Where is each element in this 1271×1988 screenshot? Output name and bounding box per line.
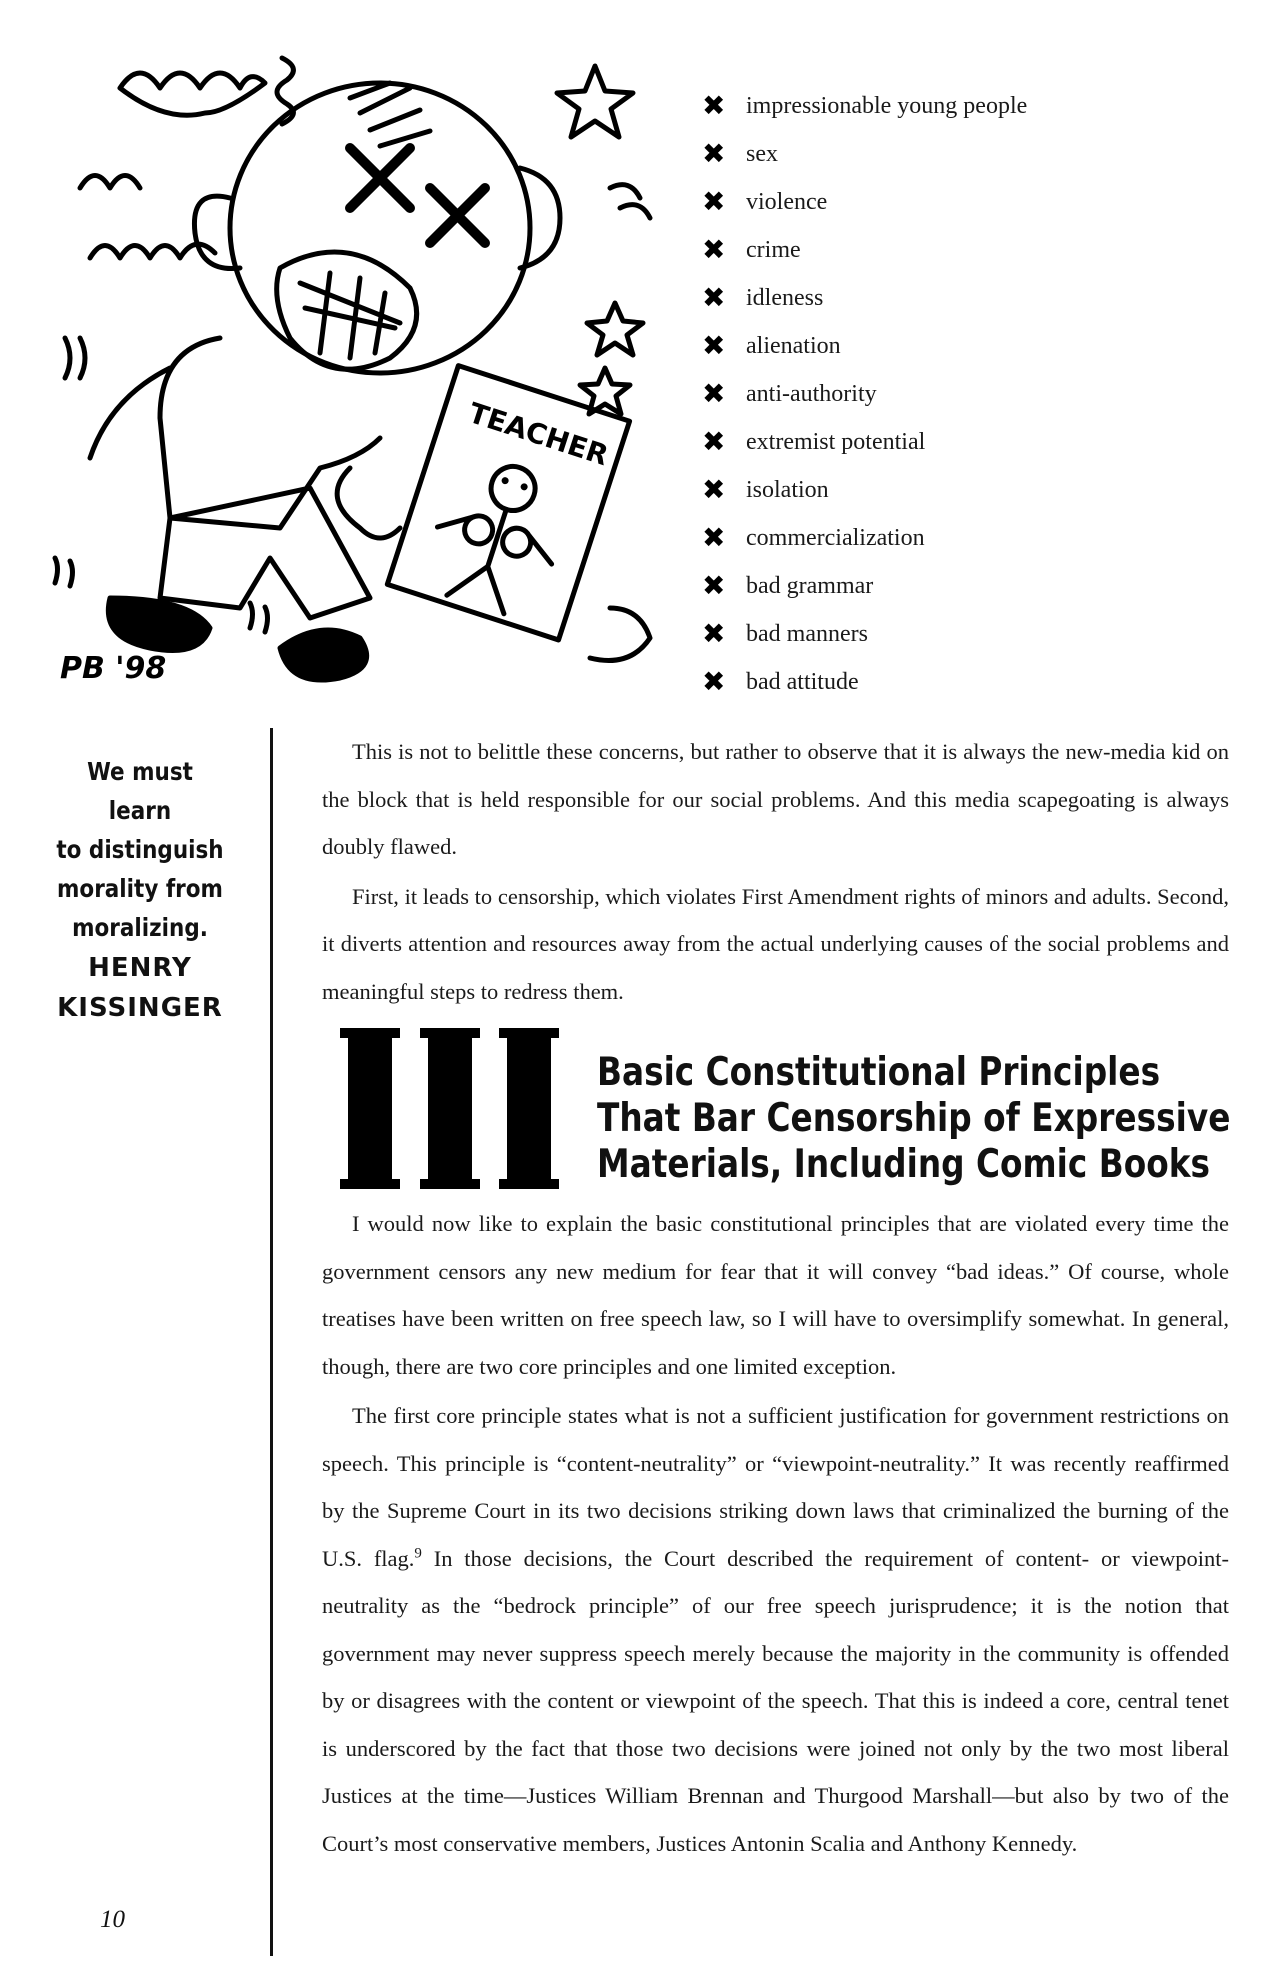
paragraph <box>322 1392 1229 1867</box>
list-item <box>702 322 1027 370</box>
list-item <box>702 82 1027 130</box>
quote-line: morality from <box>57 874 223 903</box>
heading-line: That Bar Censorship of Expressive <box>597 1096 1231 1141</box>
quote-line: moralizing. <box>72 913 208 942</box>
concern-label: commercialization <box>746 524 925 551</box>
body-text <box>322 1200 1229 1867</box>
concern-label: alienation <box>746 332 841 359</box>
concern-label: bad grammar <box>746 572 874 599</box>
x-mark-icon: ✖ <box>702 617 726 650</box>
scribble-curl <box>120 73 265 115</box>
concern-label: crime <box>746 236 801 263</box>
concern-label: anti-authority <box>746 380 877 407</box>
cartoon-illustration <box>50 38 690 698</box>
x-mark-icon: ✖ <box>702 377 726 410</box>
numeral-bar <box>428 1028 472 1189</box>
quote-author <box>40 948 240 1028</box>
scribble-curl <box>80 176 140 189</box>
paragraph: This is not to belittle these concerns, but rather to observe that it is always the new-media kid on the block that is held responsible for our social problems. And this media scapegoating is always doubly flawed. <box>322 739 1229 859</box>
concern-label: bad attitude <box>746 668 859 695</box>
kid-shirt <box>160 338 380 528</box>
concerns-list <box>702 82 1027 706</box>
kid-shoe <box>280 630 367 680</box>
paragraph: I would now like to explain the basic constitutional principles that are violated every time the government censors any new medium for fear that it will convey “bad ideas.” Of course, whole treatises have been written on free speech law, so I will have to oversimplify somewhat. In general, though, there are two core principles and one limited exception. <box>322 1211 1229 1379</box>
list-item <box>702 562 1027 610</box>
list-item <box>702 658 1027 706</box>
author-line: KISSINGER <box>57 993 223 1023</box>
star-icon <box>557 66 633 137</box>
x-mark-icon: ✖ <box>702 665 726 698</box>
x-mark-icon: ✖ <box>702 569 726 602</box>
x-mark-icon: ✖ <box>702 521 726 554</box>
kid-shoe <box>108 598 210 651</box>
quote-line: to distinguish <box>56 835 224 864</box>
page-number: 10 <box>100 1906 125 1933</box>
x-mark-icon: ✖ <box>702 137 726 170</box>
concern-label: extremist potential <box>746 428 926 455</box>
concern-label: idleness <box>746 284 824 311</box>
heading-line: Basic Constitutional Principles <box>597 1050 1161 1095</box>
x-mark-icon: ✖ <box>702 425 726 458</box>
concern-label: sex <box>746 140 778 167</box>
concern-label: violence <box>746 188 828 215</box>
list-item <box>702 466 1027 514</box>
x-mark-icon: ✖ <box>702 329 726 362</box>
x-mark-icon: ✖ <box>702 473 726 506</box>
section-numeral <box>348 1028 551 1189</box>
quote-line: We must learn <box>87 757 193 825</box>
column-divider <box>270 728 273 1956</box>
concern-label: isolation <box>746 476 829 503</box>
numeral-bar <box>507 1028 551 1189</box>
list-item <box>702 226 1027 274</box>
x-mark-icon: ✖ <box>702 185 726 218</box>
x-mark-icon: ✖ <box>702 281 726 314</box>
x-mark-icon: ✖ <box>702 233 726 266</box>
paragraph-text: In those decisions, the Court described the requirement of content- or viewpoint-neutrality as the “bedrock principle” of our free speech jurisprudence; it is the notion that government may never suppress speech merely because the majority in the community is offended by or disagrees with the content or viewpoint of the speech. That this is indeed a core, central tenet is underscored by the fact that those two decisions were joined not only by the two most liberal Justices at the time—Justices William Brennan and Thurgood Marshall—but also by two of the Court’s most conservative members, Justices Antonin Scalia and Anthony Kennedy. <box>322 1545 1229 1856</box>
list-item <box>702 418 1027 466</box>
list-item <box>702 130 1027 178</box>
angry-kid-cartoon <box>50 38 690 698</box>
concern-label: impressionable young people <box>746 92 1028 119</box>
sidebar-quote <box>54 752 226 947</box>
list-item <box>702 514 1027 562</box>
numeral-bar <box>348 1028 392 1189</box>
list-item <box>702 610 1027 658</box>
paragraph-text: The first core principle states what is not a sufficient justification for government restrictions on speech. This principle is “content-neutrality” or “viewpoint-neutrality.” It was recently reaffirmed by the Supreme Court in its two decisions striking down laws that criminalized the burning of the U.S. flag. <box>322 1403 1229 1571</box>
list-item <box>702 370 1027 418</box>
artist-signature: PB '98 <box>60 651 167 686</box>
section-heading <box>597 1050 1231 1188</box>
author-line: HENRY <box>88 953 192 983</box>
paragraph: First, it leads to censorship, which violates First Amendment rights of minors and adults. Second, it diverts attention and resources away from the actual underlying causes of the social problems and meaningful steps to redress them. <box>322 883 1229 1004</box>
star-icon <box>587 303 643 355</box>
list-item <box>702 178 1027 226</box>
heading-line: Materials, Including Comic Books <box>597 1142 1211 1187</box>
footnote-ref[interactable]: 9 <box>414 1545 422 1561</box>
intro-text <box>322 728 1229 1015</box>
sign-label: TEACHER <box>464 396 613 473</box>
concern-label: bad manners <box>746 620 868 647</box>
list-item <box>702 274 1027 322</box>
x-mark-icon: ✖ <box>702 89 726 122</box>
